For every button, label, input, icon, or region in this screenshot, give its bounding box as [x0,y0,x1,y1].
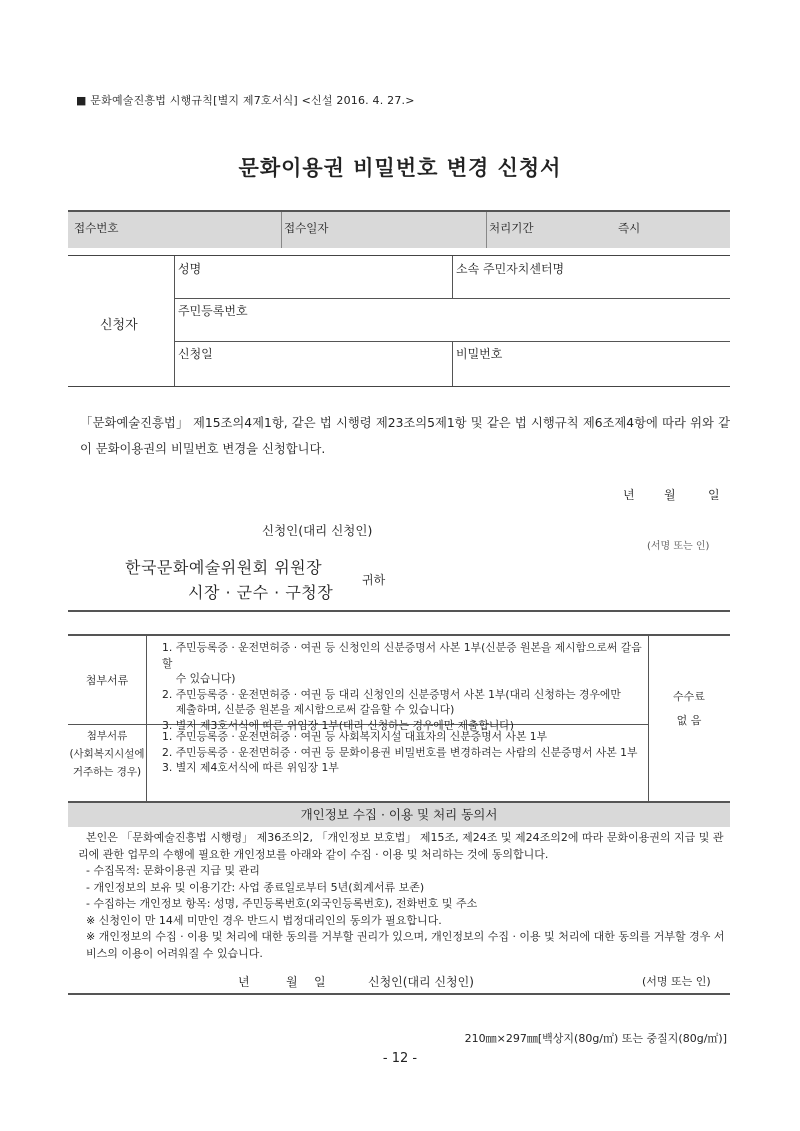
attachments-list-2 [162,729,646,776]
page-title: 문화이용권 비밀번호 변경 신청서 [238,156,562,180]
applicant-table [68,255,730,387]
list-item: 제출하며, 신분증 원본을 제시함으로써 갈음할 수 있습니다) [162,703,455,716]
receipt-band [68,210,730,248]
form-reference: ■ 문화예술진흥법 시행규칙[별지 제7호서식] <신설 2016. 4. 27.> [76,94,415,107]
date-month: 월 [664,488,676,502]
attachments-welfare-label [68,727,146,781]
paper-spec: 210㎜×297㎜[백상지(80g/㎡) 또는 중질지(80g/㎡)] [464,1032,727,1045]
affiliation-field[interactable]: 소속 주민자치센터명 [456,262,565,276]
consent-signature-hint: (서명 또는 인) [642,975,711,988]
list-item: ※ 신청인이 만 14세 미만인 경우 반드시 법정대리인의 동의가 필요합니다. [86,913,442,927]
list-item: 3. 별지 제4호서식에 따른 위임장 1부 [162,761,339,774]
processing-period-value: 즉시 [618,221,641,235]
label-line: 거주하는 경우) [72,766,142,778]
list-item: - 개인정보의 보유 및 이용기간: 사업 종료일로부터 5년(회계서류 보존) [86,880,425,894]
consent-applicant-label: 신청인(대리 신청인) [368,975,474,989]
consent-month: 월 [286,975,298,989]
divider [68,610,730,612]
receipt-date-label: 접수일자 [284,221,329,235]
attachments-list-1 [162,640,646,733]
applicant-section-label: 신청자 [100,318,138,333]
consent-body [78,830,728,962]
consent-year: 년 [238,975,250,989]
name-field[interactable]: 성명 [178,262,202,276]
page-number: - 12 - [382,1051,418,1066]
consent-title: 개인정보 수집 · 이용 및 처리 동의서 [68,801,730,827]
divider [68,993,730,995]
consent-intro: 본인은 「문화예술진흥법 시행령」 제36조의2, 「개인정보 보호법」 제15조, 제24조 및 제24조의2에 따라 문화이용권의 지급 및 관리에 관한 업무의 수행에 필요한 개인정보를 아래와 같이 수집 · 이용 및 처리하는 것에 동의합니다. [78,831,724,861]
apply-date-field[interactable]: 신청일 [178,347,213,361]
list-item: 수 있습니다) [162,672,236,685]
fee-label: 수수료 [673,690,705,703]
addressee-line2: 시장 · 군수 · 구청장 [188,583,334,602]
receipt-number-label: 접수번호 [74,221,119,235]
divider [452,341,453,386]
list-item: 3. 별지 제3호서식에 따른 위임장 1부(대리 신청하는 경우에만 제출합니다) [162,718,514,732]
application-statement: 「문화예술진흥법」 제15조의4제1항, 같은 법 시행령 제23조의5제1항 및 같은 법 시행규칙 제6조제4항에 따라 위와 같이 문화이용권의 비밀번호 변경을 신청합니다. [80,416,730,456]
resident-number-field[interactable]: 주민등록번호 [178,304,248,318]
divider [146,636,147,804]
processing-period-label: 처리기간 [489,221,534,235]
addressee-honorific: 귀하 [362,573,386,587]
list-item: 1. 주민등록증 · 운전면허증 · 여권 등 신청인의 신분증명서 사본 1부(신분증 원본을 제시함으로써 갈음할 [162,641,642,670]
addressee-line1: 한국문화예술위원회 위원장 [125,558,323,577]
consent-day: 일 [314,975,326,989]
list-item: 2. 주민등록증 · 운전면허증 · 여권 등 대리 신청인의 신분증명서 사본 1부(대리 신청하는 경우에만 [162,687,621,701]
attachments-table [68,634,730,805]
attachments-label: 첨부서류 [85,674,129,687]
list-item: 1. 주민등록증 · 운전면허증 · 여권 등 사회복지시설 대표자의 신분증명서 사본 1부 [162,730,548,743]
divider [174,298,730,299]
date-year: 년 [623,488,635,502]
list-item: - 수집하는 개인정보 항목: 성명, 주민등록번호(외국인등록번호), 전화번호 및 주소 [86,897,478,910]
divider [452,256,453,298]
date-day: 일 [708,488,720,502]
label-line: 첨부서류 [86,730,128,742]
list-item: 2. 주민등록증 · 운전면허증 · 여권 등 문화이용권 비밀번호를 변경하려는 사람의 신분증명서 사본 1부 [162,745,638,759]
divider [486,212,487,248]
fee-value: 없 음 [676,714,702,727]
label-line: (사회복지시설에 [69,748,145,760]
divider [281,212,282,248]
signature-hint: (서명 또는 인) [647,541,710,552]
list-item: ※ 개인정보의 수집 · 이용 및 처리에 대한 동의를 거부할 권리가 있으며, 개인정보의 수집 · 이용 및 처리에 대한 동의를 거부할 경우 서비스의 이용이 어려워질 수 있습니다. [86,930,725,960]
applicant-signature-label: 신청인(대리 신청인) [262,523,373,538]
divider [174,256,175,386]
password-field[interactable]: 비밀번호 [456,347,503,361]
list-item: - 수집목적: 문화이용권 지급 및 관리 [86,864,260,877]
